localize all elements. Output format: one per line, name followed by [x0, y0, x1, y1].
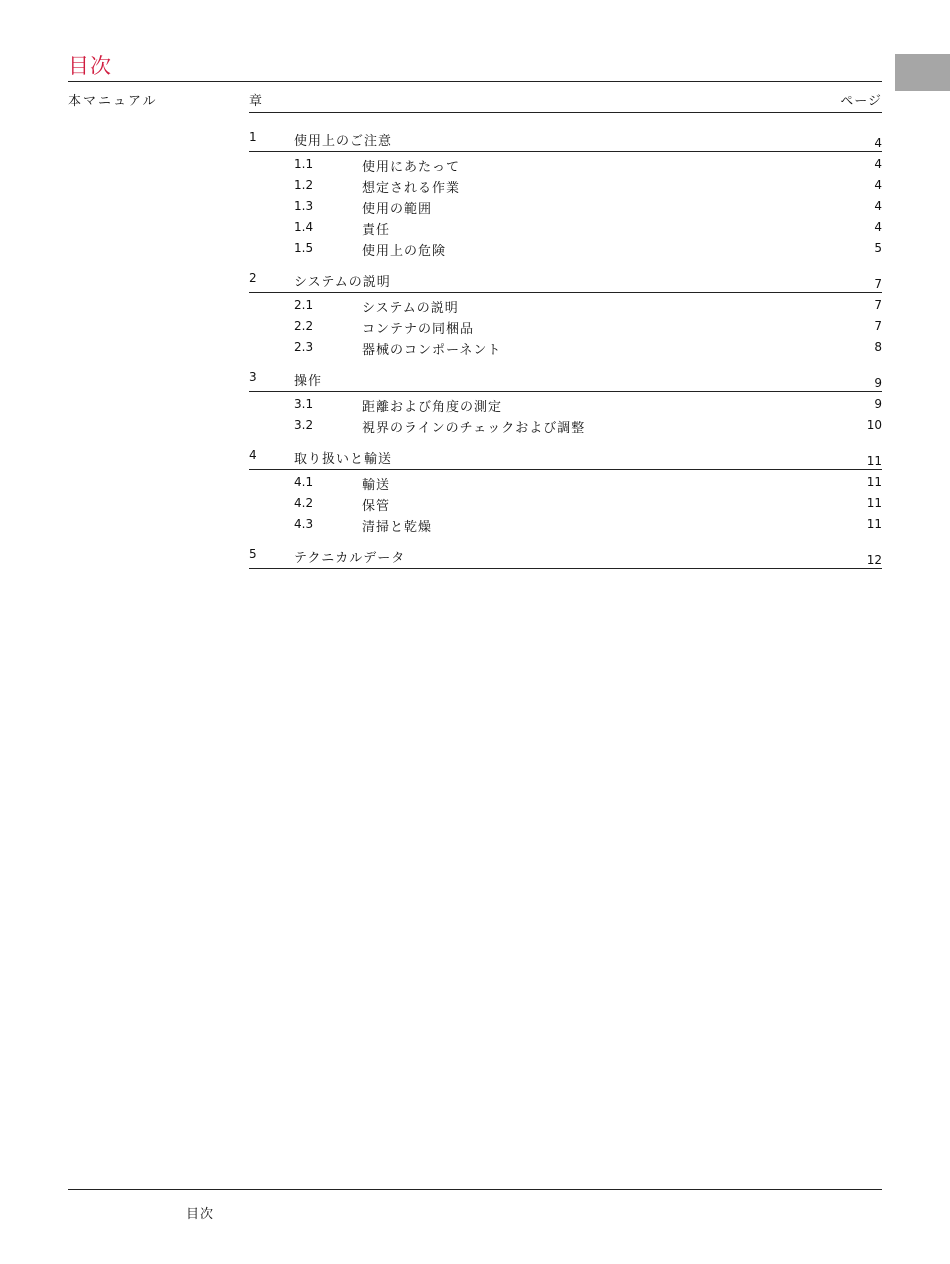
toc-chapter-number: 5 [249, 547, 257, 561]
page-column-header: ページ [840, 94, 882, 109]
toc-section-list [249, 470, 882, 535]
toc-section-row[interactable] [249, 196, 882, 217]
chapter-column-header: 章 [249, 94, 263, 109]
toc-section-row[interactable] [249, 394, 882, 415]
toc-section-list [249, 152, 882, 259]
toc-section-number: 3.1 [294, 397, 314, 411]
toc-section-page: 7 [874, 298, 882, 312]
toc-section-number: 4.1 [294, 475, 314, 489]
toc-section-row[interactable] [249, 238, 882, 259]
toc-section-page: 10 [866, 418, 882, 432]
toc-section-title: 視界のラインのチェックおよび調整 [362, 421, 586, 436]
toc-section-row[interactable] [249, 154, 882, 175]
toc-section-page: 7 [874, 319, 882, 333]
toc-chapter-page: 9 [874, 376, 882, 390]
toc-chapter-row[interactable] [249, 368, 882, 392]
toc-section-number: 4.3 [294, 517, 314, 531]
toc-chapter-number: 3 [249, 370, 257, 384]
toc-section-title: コンテナの同梱品 [362, 322, 475, 337]
toc-section-title: 器械のコンポーネント [362, 343, 502, 358]
toc-chapter [249, 368, 882, 436]
toc-chapter-page: 11 [866, 454, 882, 468]
toc-section-title: 輸送 [362, 478, 391, 493]
toc-section-row[interactable] [249, 514, 882, 535]
toc-chapter-row[interactable] [249, 446, 882, 470]
toc-section-title: 距離および角度の測定 [362, 400, 503, 415]
toc-chapter [249, 446, 882, 535]
toc-section-page: 4 [874, 199, 882, 213]
toc-section-list [249, 392, 882, 436]
toc-chapter [249, 269, 882, 358]
toc-chapter [249, 128, 882, 259]
toc-section-row[interactable] [249, 217, 882, 238]
toc-chapter-row[interactable] [249, 128, 882, 152]
toc-section-title: システムの説明 [362, 301, 459, 316]
toc-chapter-number: 4 [249, 448, 257, 462]
page-title: 目次 [68, 54, 112, 78]
toc-section-number: 1.4 [294, 220, 314, 234]
toc-section-row[interactable] [249, 316, 882, 337]
chapter-tab-marker [895, 54, 950, 91]
toc-section-page: 4 [874, 220, 882, 234]
toc-chapter-row[interactable] [249, 545, 882, 569]
toc-section-row[interactable] [249, 175, 882, 196]
toc-section-row[interactable] [249, 415, 882, 436]
toc-chapter-number: 2 [249, 271, 257, 285]
footer-divider [68, 1189, 882, 1190]
toc-chapter-page: 12 [866, 553, 882, 567]
toc-chapter-row[interactable] [249, 269, 882, 293]
toc-chapter-title: テクニカルデータ [294, 551, 406, 566]
toc-section-number: 2.3 [294, 340, 314, 354]
toc-chapter [249, 545, 882, 569]
toc-chapter-title: 操作 [294, 374, 323, 389]
toc-section-number: 2.2 [294, 319, 314, 333]
table-of-contents [249, 128, 882, 579]
toc-section-title: 使用上の危険 [362, 244, 447, 259]
toc-section-row[interactable] [249, 337, 882, 358]
toc-section-row[interactable] [249, 295, 882, 316]
toc-section-title: 想定される作業 [362, 181, 461, 196]
toc-section-number: 4.2 [294, 496, 314, 510]
toc-section-number: 3.2 [294, 418, 314, 432]
toc-section-list [249, 293, 882, 358]
toc-section-title: 使用にあたって [362, 160, 461, 175]
toc-section-page: 4 [874, 157, 882, 171]
column-header-divider [249, 112, 882, 113]
toc-chapter-title: 取り扱いと輸送 [294, 452, 393, 467]
toc-chapter-number: 1 [249, 130, 257, 144]
toc-section-title: 清掃と乾燥 [362, 520, 433, 535]
toc-section-page: 8 [874, 340, 882, 354]
toc-section-number: 1.2 [294, 178, 314, 192]
toc-section-page: 9 [874, 397, 882, 411]
toc-section-number: 1.3 [294, 199, 314, 213]
toc-section-page: 5 [874, 241, 882, 255]
toc-section-number: 1.1 [294, 157, 314, 171]
toc-section-row[interactable] [249, 472, 882, 493]
header-divider [68, 81, 882, 82]
toc-section-number: 2.1 [294, 298, 314, 312]
toc-section-page: 11 [866, 475, 882, 489]
toc-chapter-page: 4 [874, 136, 882, 150]
toc-section-page: 4 [874, 178, 882, 192]
footer-label: 目次 [186, 1207, 215, 1222]
manual-label: 本マニュアル [68, 94, 158, 109]
toc-section-row[interactable] [249, 493, 882, 514]
toc-section-page: 11 [866, 496, 882, 510]
toc-chapter-title: 使用上のご注意 [294, 134, 393, 149]
toc-section-number: 1.5 [294, 241, 314, 255]
toc-section-title: 使用の範囲 [362, 202, 433, 217]
toc-chapter-page: 7 [874, 277, 882, 291]
toc-section-title: 保管 [362, 499, 391, 514]
toc-section-title: 責任 [362, 223, 391, 238]
toc-section-page: 11 [866, 517, 882, 531]
toc-chapter-title: システムの説明 [294, 275, 391, 290]
